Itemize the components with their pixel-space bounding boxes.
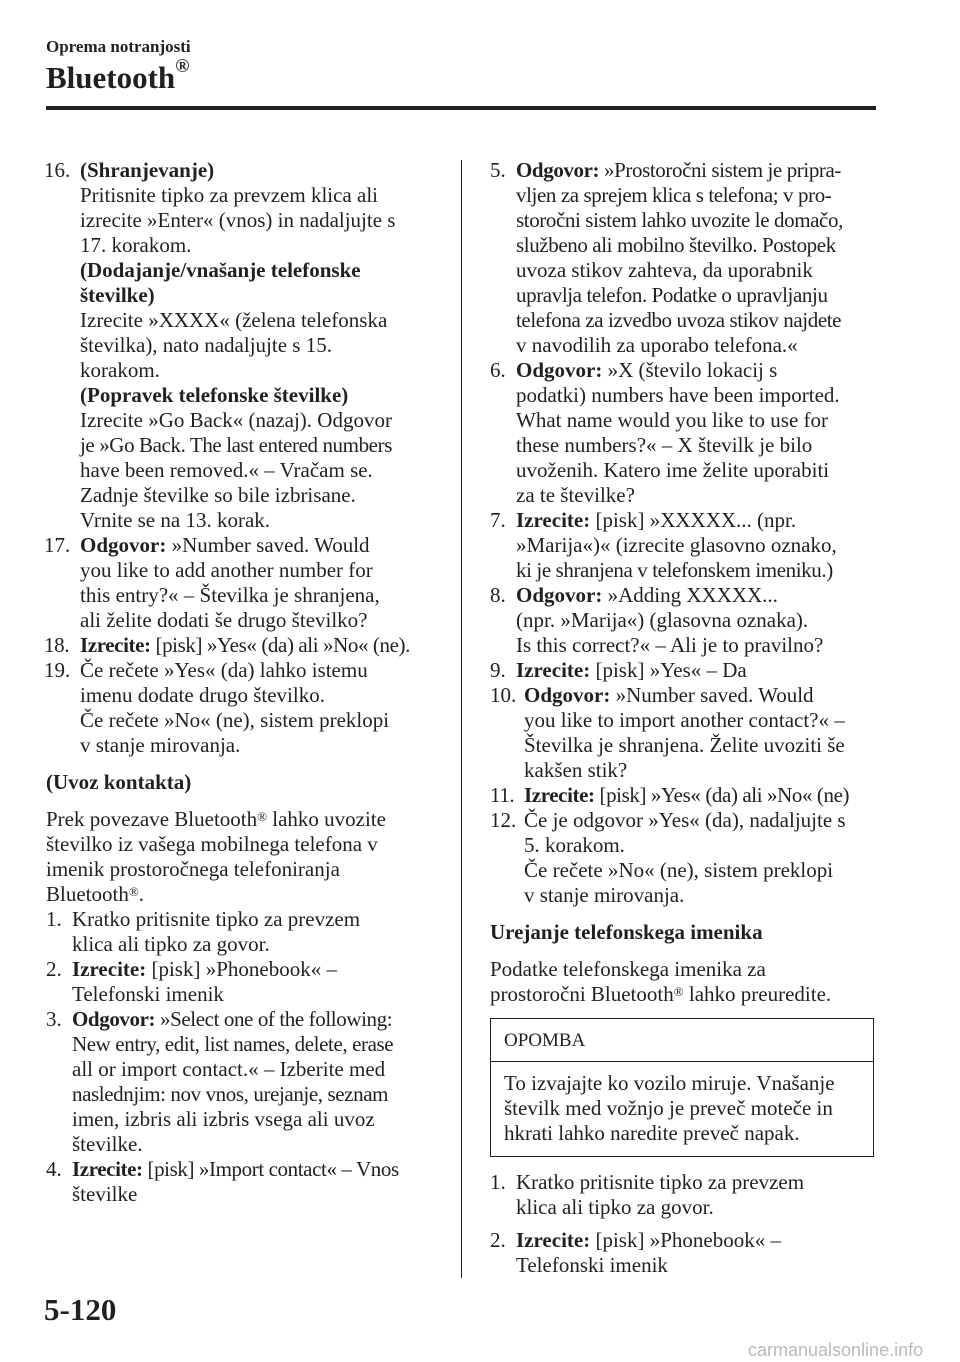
step-text: [pisk] »Import contact« – Vnos	[142, 1157, 399, 1181]
left-column	[46, 158, 446, 1207]
step-number: 18.	[44, 633, 70, 657]
step-number: 4.	[46, 1157, 62, 1181]
intro-text: lahko uvozite	[267, 807, 386, 831]
step-text: »Marija«)« (izrecite glasovno oznako,	[516, 533, 837, 557]
registered-mark: ®	[175, 56, 190, 77]
step-label: Odgovor:	[516, 358, 603, 382]
step-text: Če je odgovor »Yes« (da), nadaljujte s	[524, 808, 846, 832]
step-number: 19.	[44, 658, 71, 682]
step-number: 16.	[44, 158, 71, 182]
import-step-3	[46, 1007, 446, 1157]
chapter-title-text: Bluetooth	[46, 60, 176, 95]
step-label: Izrecite:	[72, 957, 147, 981]
step-number: 9.	[490, 658, 506, 682]
intro-text: .	[138, 882, 144, 906]
step-text: Številka je shranjena. Želite uvoziti še	[524, 733, 845, 757]
step-label: Izrecite:	[516, 1228, 591, 1252]
intro-text: prostoročni Bluetooth	[490, 982, 674, 1006]
import-step-7	[490, 508, 882, 583]
note-title: OPOMBA	[491, 1019, 873, 1062]
section-label: Oprema notranjosti	[46, 37, 191, 56]
step-text: Telefonski imenik	[72, 982, 224, 1006]
step-label: Izrecite:	[524, 783, 595, 807]
step-label: Izrecite:	[516, 658, 591, 682]
step-number: 1.	[490, 1170, 506, 1194]
step-text: izrecite »Enter« (vnos) in nadaljujte s	[80, 208, 396, 232]
step-text: [pisk] »XXXXX... (npr.	[590, 508, 797, 532]
step-text: Vrnite se na 13. korak.	[80, 508, 271, 532]
step-label: Odgovor:	[516, 583, 603, 607]
step-number: 6.	[490, 358, 506, 382]
step-text: Izrecite »Go Back« (nazaj). Odgovor	[80, 408, 392, 432]
step-text: [pisk] »Yes« (da) ali »No« (ne).	[150, 633, 410, 657]
step-text: številka), nato nadaljujte s 15.	[80, 333, 332, 357]
step-label: Odgovor:	[516, 158, 600, 182]
step-text: Kratko pritisnite tipko za prevzem	[72, 907, 361, 931]
step-text: v stanje mirovanja.	[524, 883, 685, 907]
step-19	[46, 658, 446, 758]
intro-text: lahko preuredite.	[683, 982, 832, 1006]
step-text: this entry?« – Številka je shranjena,	[80, 583, 380, 607]
step-text: »Select one of the following:	[155, 1007, 393, 1031]
step-label: Odgovor:	[72, 1007, 156, 1031]
import-step-12	[490, 808, 882, 908]
edit-phonebook-heading: Urejanje telefonskega imenika	[490, 920, 763, 944]
right-column	[490, 158, 882, 1278]
registered-mark: ®	[128, 884, 139, 899]
import-step-5	[490, 158, 882, 358]
import-step-10	[490, 683, 882, 783]
import-intro	[46, 807, 446, 907]
step-heading: številke)	[80, 283, 155, 307]
step-text: »Adding XXXXX...	[602, 583, 778, 607]
step-text: 17. korakom.	[80, 233, 192, 257]
intro-text: Podatke telefonskega imenika za	[490, 957, 766, 981]
step-text: [pisk] »Phonebook« –	[146, 957, 337, 981]
step-text: imenu dodate drugo številko.	[80, 683, 325, 707]
step-text: [pisk] »Phonebook« –	[590, 1228, 781, 1252]
step-text: [pisk] »Yes« – Da	[590, 658, 747, 682]
import-step-8	[490, 583, 882, 658]
step-text: uvoženih. Katero ime želite uporabiti	[516, 458, 830, 482]
watermark: carmanualsonline.info	[748, 1340, 924, 1360]
step-text: upravlja telefon. Podatke o upravljanju	[516, 283, 828, 307]
step-text: »X (število lokacij s	[602, 358, 778, 382]
note-text: To izvajajte ko vozilo miruje. Vnašanje	[504, 1071, 835, 1095]
step-text: korakom.	[80, 358, 160, 382]
import-step-1	[46, 907, 446, 957]
step-text: klica ali tipko za govor.	[516, 1195, 714, 1219]
step-text: uvoza stikov zahteva, da uporabnik	[516, 258, 813, 282]
step-text: je »Go Back. The last entered numbers	[80, 433, 392, 457]
step-number: 7.	[490, 508, 506, 532]
step-number: 5.	[490, 158, 506, 182]
note-body	[491, 1062, 873, 1156]
step-label: Odgovor:	[80, 533, 167, 557]
import-step-4	[46, 1157, 446, 1207]
page-number: 5-120	[44, 1292, 117, 1327]
step-text: klica ali tipko za govor.	[72, 932, 270, 956]
note-text: hkrati lahko naredite preveč napak.	[504, 1121, 800, 1145]
step-text: »Prostoročni sistem je pripra-	[599, 158, 842, 182]
step-text: imen, izbris ali izbris vsega ali uvoz	[72, 1107, 375, 1131]
step-text: kakšen stik?	[524, 758, 628, 782]
step-label: Izrecite:	[72, 1157, 143, 1181]
step-text: have been removed.« – Vračam se.	[80, 458, 373, 482]
registered-mark: ®	[257, 809, 267, 824]
step-text: (npr. »Marija«) (glasovna oznaka).	[516, 608, 809, 632]
intro-text: Bluetooth	[46, 882, 129, 906]
step-heading: (Shranjevanje)	[80, 158, 215, 182]
note-box	[490, 1018, 874, 1157]
column-divider	[461, 160, 462, 1278]
step-text: storočni sistem lahko uvozite le domačo,	[516, 208, 843, 232]
step-number: 11.	[490, 783, 515, 807]
import-step-11	[490, 783, 882, 808]
intro-text: imenik prostoročnega telefoniranja	[46, 857, 340, 881]
header-rule	[46, 106, 876, 110]
step-text: [pisk] »Yes« (da) ali »No« (ne)	[594, 783, 850, 807]
step-text: telefona za izvedbo uvoza stikov najdete	[516, 308, 842, 332]
step-text: številke.	[72, 1132, 143, 1156]
step-text: Izrecite »XXXX« (želena telefonska	[80, 308, 388, 332]
step-number: 2.	[46, 957, 62, 981]
step-text: vljen za sprejem klica s telefona; v pro-	[516, 183, 832, 207]
step-text: New entry, edit, list names, delete, erase	[72, 1032, 394, 1056]
step-text: Zadnje številke so bile izbrisane.	[80, 483, 356, 507]
edit-step-1	[490, 1170, 882, 1220]
step-text: you like to add another number for	[80, 558, 373, 582]
step-number: 2.	[490, 1228, 506, 1252]
step-text: podatki) numbers have been imported.	[516, 383, 840, 407]
step-18	[46, 633, 446, 658]
step-number: 1.	[46, 907, 62, 931]
step-label: Izrecite:	[516, 508, 591, 532]
step-text: naslednjim: nov vnos, urejanje, seznam	[72, 1082, 389, 1106]
step-text: »Number saved. Would	[610, 683, 814, 707]
step-text: Če rečete »No« (ne), sistem preklopi	[524, 858, 834, 882]
step-text: Telefonski imenik	[516, 1253, 668, 1277]
step-number: 3.	[46, 1007, 62, 1031]
step-text: službeno ali mobilno številko. Postopek	[516, 233, 836, 257]
step-text: »Number saved. Would	[166, 533, 370, 557]
import-step-6	[490, 358, 882, 508]
step-number: 12.	[490, 808, 517, 832]
step-text: Če rečete »Yes« (da) lahko istemu	[80, 658, 368, 682]
import-step-9	[490, 658, 882, 683]
step-text: all or import contact.« – Izberite med	[72, 1057, 386, 1081]
intro-text: Prek povezave Bluetooth	[46, 807, 258, 831]
chapter-title	[46, 56, 190, 96]
step-17	[46, 533, 446, 633]
step-text: v navodilih za uporabo telefona.«	[516, 333, 798, 357]
step-text: ali želite dodati še drugo številko?	[80, 608, 368, 632]
step-text: these numbers?« – X številk je bilo	[516, 433, 813, 457]
step-text: Če rečete »No« (ne), sistem preklopi	[80, 708, 390, 732]
step-text: številke	[72, 1182, 138, 1206]
step-heading: (Dodajanje/vnašanje telefonske	[80, 258, 361, 282]
step-text: za te številke?	[516, 483, 635, 507]
edit-intro	[490, 957, 882, 1007]
step-number: 8.	[490, 583, 506, 607]
step-16	[46, 158, 446, 533]
step-label: Izrecite:	[80, 633, 151, 657]
step-label: Odgovor:	[524, 683, 611, 707]
step-text: you like to import another contact?« –	[524, 708, 845, 732]
step-text: 5. korakom.	[524, 833, 625, 857]
step-text: Pritisnite tipko za prevzem klica ali	[80, 183, 378, 207]
step-number: 10.	[490, 683, 517, 707]
intro-text: številko iz vašega mobilnega telefona v	[46, 832, 378, 856]
registered-mark: ®	[673, 984, 684, 999]
step-number: 17.	[44, 533, 71, 557]
step-text: ki je shranjena v telefonskem imeniku.)	[516, 558, 833, 582]
note-text: številk med vožnjo je preveč moteče in	[504, 1096, 833, 1120]
import-contact-heading: (Uvoz kontakta)	[46, 770, 192, 794]
edit-step-2	[490, 1228, 882, 1278]
import-step-2	[46, 957, 446, 1007]
step-heading: (Popravek telefonske številke)	[80, 383, 349, 407]
step-text: What name would you like to use for	[516, 408, 829, 432]
step-text: Is this correct?« – Ali je to pravilno?	[516, 633, 824, 657]
step-text: v stanje mirovanja.	[80, 733, 241, 757]
step-text: Kratko pritisnite tipko za prevzem	[516, 1170, 805, 1194]
